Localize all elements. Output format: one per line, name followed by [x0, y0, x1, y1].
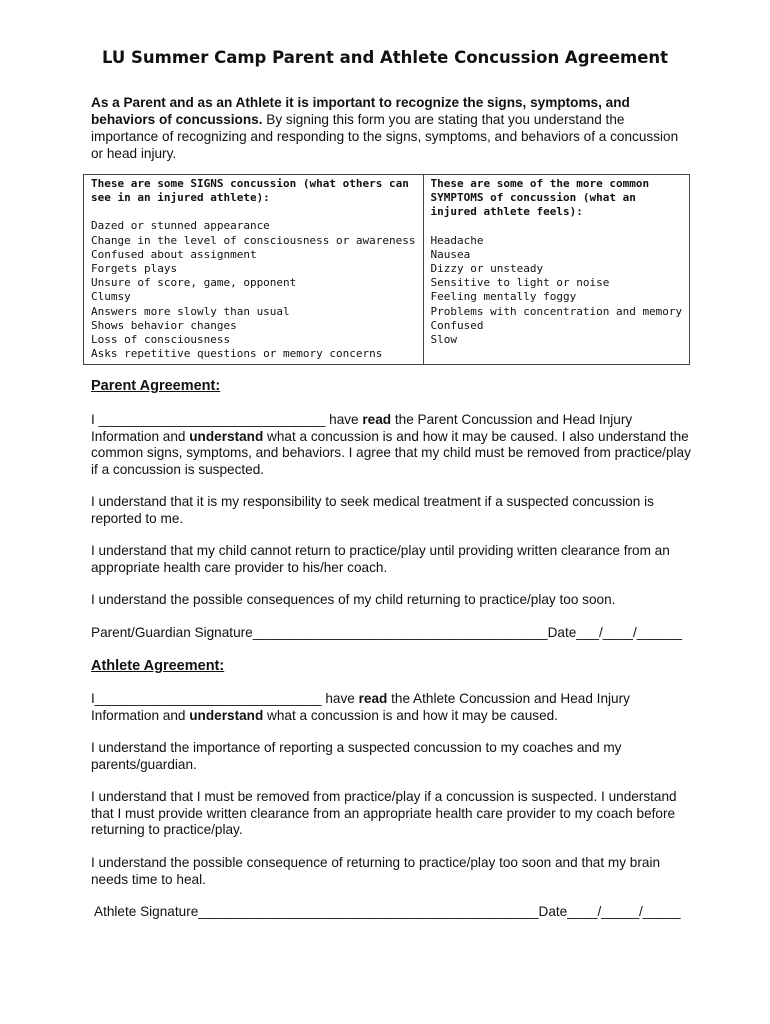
athlete-p1-text-c: what a concussion is and how it may be caused.: [263, 707, 558, 723]
intro-paragraph: [91, 94, 691, 162]
page-title: LU Summer Camp Parent and Athlete Concussion Agreement: [101, 48, 669, 67]
list-item: Slow: [430, 333, 458, 347]
intro-text: By signing this form you are stating that you understand the importance of recognizing and responding to the signs, symptoms, and behaviors of a concussion or head injury.: [91, 112, 679, 161]
signs-list: [91, 219, 416, 361]
parent-p1-read: read: [362, 412, 392, 427]
list-item: Dizzy or unsteady: [430, 262, 544, 276]
symptoms-header: These are some of the more common SYMPTOMS of concussion (what an injured athlete feels):: [430, 177, 650, 219]
list-item: Forgets plays: [91, 262, 178, 276]
list-item: Headache: [430, 233, 484, 247]
signs-column: [84, 175, 424, 365]
parent-paragraph-4: I understand the possible consequences of my child returning to practice/play too soon.: [91, 592, 616, 607]
parent-paragraph-3: I understand that my child cannot return to practice/play until providing written clearance from an appropriate health care provider to his/her coach.: [91, 543, 670, 575]
athlete-p1-text-a: I______________________________ have: [91, 691, 359, 706]
symptoms-column: [423, 175, 690, 365]
athlete-p1-understand: understand: [189, 707, 264, 723]
list-item: Confused: [430, 318, 484, 332]
list-item: Loss of consciousness: [91, 333, 231, 347]
athlete-paragraph-2: I understand the importance of reporting a suspected concussion to my coaches and my parents/guardian.: [91, 740, 622, 772]
signs-header: These are some SIGNS concussion (what others can see in an injured athlete):: [91, 177, 409, 205]
parent-p1-understand: understand: [189, 428, 264, 444]
list-item: Clumsy: [91, 290, 131, 304]
athlete-agreement-heading: Athlete Agreement:: [91, 658, 225, 674]
list-item: Asks repetitive questions or memory concerns: [91, 347, 383, 361]
parent-p1-text-a: I ______________________________ have: [91, 412, 363, 427]
athlete-paragraph-1: [91, 691, 691, 724]
list-item: Problems with concentration and memory: [430, 304, 683, 318]
parent-p1-text-b: the Parent Concussion and Head Injury Information and: [91, 412, 633, 444]
athlete-paragraph-3: I understand that I must be removed from practice/play if a concussion is suspected. I understand that I must provide written clearance from an appropriate health care provider to my coach before returning to practice/play.: [91, 789, 677, 837]
parent-paragraph-1: [91, 412, 691, 478]
intro-bold-text: As a Parent and as an Athlete it is important to recognize the signs, symptoms, and behaviors of concussions.: [91, 95, 630, 127]
signs-symptoms-table: [83, 174, 690, 365]
list-item: Answers more slowly than usual: [91, 304, 290, 318]
parent-signature-line[interactable]: Parent/Guardian Signature_______________________________________Date___/____/______: [91, 625, 683, 640]
parent-agreement-heading: Parent Agreement:: [91, 378, 221, 394]
athlete-p1-read: read: [358, 691, 388, 706]
list-item: Confused about assignment: [91, 247, 257, 261]
list-item: Dazed or stunned appearance: [91, 219, 270, 233]
athlete-p1-text-b: the Athlete Concussion and Head Injury Information and: [91, 691, 630, 723]
list-item: Sensitive to light or noise: [430, 276, 610, 290]
parent-p1-text-c: what a concussion is and how it may be caused. I also understand the common signs, symptoms, and behaviors. I agree that my child must be removed from practice/play if a concussion is suspected.: [91, 428, 691, 477]
list-item: Change in the level of consciousness or awareness: [91, 233, 416, 247]
symptoms-list: [431, 234, 683, 348]
parent-paragraph-2: I understand that it is my responsibility to seek medical treatment if a suspected concussion is reported to me.: [91, 494, 654, 526]
list-item: Feeling mentally foggy: [430, 290, 577, 304]
athlete-signature-line[interactable]: Athlete Signature_____________________________________________Date____/_____/_____: [94, 904, 681, 919]
list-item: Shows behavior changes: [91, 318, 237, 332]
athlete-paragraph-4: I understand the possible consequence of returning to practice/play too soon and that my brain needs time to heal.: [91, 855, 661, 887]
list-item: Nausea: [430, 247, 471, 261]
list-item: Unsure of score, game, opponent: [91, 276, 297, 290]
